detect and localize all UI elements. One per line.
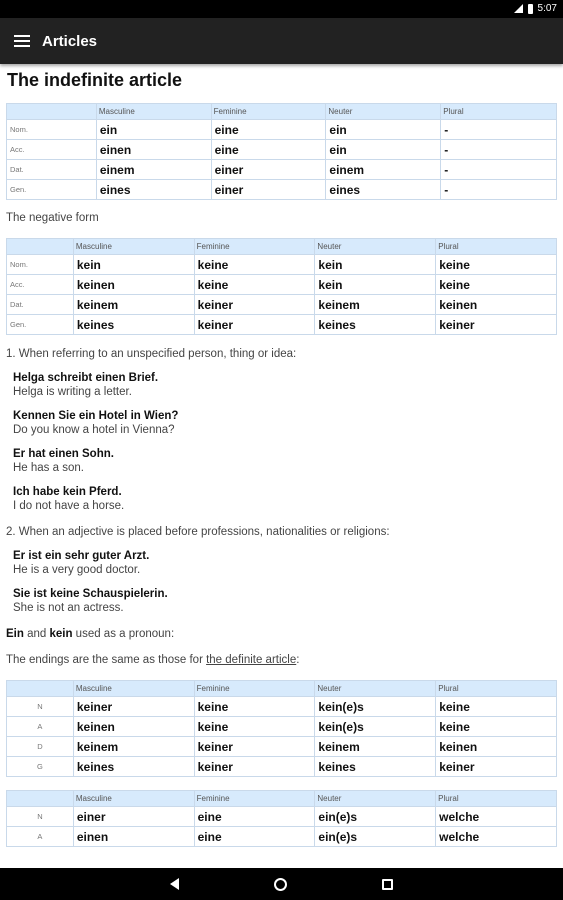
case-label: N: [7, 697, 74, 717]
nav-bar: [0, 868, 563, 900]
table-cell: eines: [96, 180, 211, 200]
examples-1: [6, 371, 557, 513]
table-cell: einer: [211, 180, 326, 200]
example-sentence: [13, 485, 557, 513]
table-cell: keinem: [73, 295, 194, 315]
table-row: [7, 180, 557, 200]
table-row: [7, 255, 557, 275]
case-label: G: [7, 757, 74, 777]
case-label: Acc.: [7, 275, 74, 295]
case-label: Acc.: [7, 140, 97, 160]
table-cell: keine: [436, 255, 557, 275]
table-cell: keiner: [73, 697, 194, 717]
english-translation: She is not an actress.: [13, 602, 124, 614]
column-header: Masculine: [73, 791, 194, 807]
column-header: Masculine: [73, 239, 194, 255]
table-cell: -: [441, 120, 557, 140]
pronoun-kein-table: [6, 680, 557, 777]
german-sentence: Kennen Sie ein Hotel in Wien?: [13, 410, 179, 422]
german-sentence: Ich habe kein Pferd.: [13, 486, 122, 498]
table-row: [7, 827, 557, 847]
english-translation: He is a very good doctor.: [13, 564, 141, 576]
table-row: [7, 275, 557, 295]
negative-form-label: The negative form: [6, 212, 99, 224]
home-icon[interactable]: [274, 878, 287, 891]
table-row: [7, 737, 557, 757]
table-cell: keines: [315, 757, 436, 777]
column-header: Feminine: [194, 239, 315, 255]
indefinite-article-table: [6, 103, 557, 200]
table-row: [7, 140, 557, 160]
column-header: Neuter: [326, 104, 441, 120]
table-header-row: [7, 791, 557, 807]
table-cell: keine: [436, 717, 557, 737]
table-cell: keinem: [73, 737, 194, 757]
column-header: Feminine: [211, 104, 326, 120]
table-row: [7, 120, 557, 140]
table-cell: eine: [194, 807, 315, 827]
case-label: Nom.: [7, 120, 97, 140]
status-time: 5:07: [537, 3, 557, 14]
english-translation: He has a son.: [13, 462, 84, 474]
case-label: Gen.: [7, 315, 74, 335]
battery-icon: [528, 4, 533, 14]
column-header: Plural: [436, 681, 557, 697]
table-cell: welche: [436, 807, 557, 827]
example-sentence: [13, 587, 557, 615]
column-header: Plural: [436, 239, 557, 255]
column-header: Neuter: [315, 791, 436, 807]
table-cell: eine: [211, 120, 326, 140]
table-cell: kein: [315, 255, 436, 275]
german-sentence: Helga schreibt einen Brief.: [13, 372, 159, 384]
english-translation: I do not have a horse.: [13, 500, 125, 512]
case-label: Dat.: [7, 160, 97, 180]
table-row: [7, 757, 557, 777]
signal-icon: [514, 4, 523, 13]
table-cell: einer: [73, 807, 194, 827]
column-header: Neuter: [315, 681, 436, 697]
table-cell: ein(e)s: [315, 827, 436, 847]
table-cell: kein: [315, 275, 436, 295]
table-cell: keiner: [194, 315, 315, 335]
case-label: Dat.: [7, 295, 74, 315]
page-title: The indefinite article: [7, 70, 183, 90]
table-cell: keinen: [73, 275, 194, 295]
german-sentence: Er hat einen Sohn.: [13, 448, 114, 460]
column-header: Feminine: [194, 791, 315, 807]
table-cell: kein(e)s: [315, 697, 436, 717]
content-scroll[interactable]: [0, 64, 563, 868]
definite-article-link[interactable]: the definite article: [206, 654, 297, 666]
table-row: [7, 697, 557, 717]
english-translation: Do you know a hotel in Vienna?: [13, 424, 175, 436]
table-cell: keine: [194, 717, 315, 737]
table-header-row: [7, 239, 557, 255]
back-icon[interactable]: [170, 878, 179, 890]
recent-apps-icon[interactable]: [382, 879, 393, 890]
app-bar: [0, 18, 563, 64]
table-cell: keiner: [436, 757, 557, 777]
column-header: Feminine: [194, 681, 315, 697]
table-cell: kein(e)s: [315, 717, 436, 737]
table-cell: keiner: [194, 737, 315, 757]
table-cell: ein: [326, 120, 441, 140]
table-cell: ein: [326, 140, 441, 160]
column-header: Masculine: [96, 104, 211, 120]
table-cell: -: [441, 140, 557, 160]
table-cell: keine: [194, 275, 315, 295]
table-cell: keinem: [315, 295, 436, 315]
table-cell: keiner: [436, 315, 557, 335]
hamburger-menu-icon[interactable]: [14, 35, 30, 47]
column-header: [7, 104, 97, 120]
case-label: Gen.: [7, 180, 97, 200]
app-title: Articles: [42, 32, 98, 50]
status-bar: [0, 0, 563, 18]
table-cell: keine: [194, 255, 315, 275]
table-cell: keines: [73, 315, 194, 335]
table-row: [7, 160, 557, 180]
table-cell: keiner: [194, 295, 315, 315]
example-sentence: [13, 549, 557, 577]
table-cell: eine: [211, 140, 326, 160]
example-sentence: [13, 371, 557, 399]
example-sentence: [13, 447, 557, 475]
column-header: [7, 239, 74, 255]
rule-1: 1. When referring to an unspecified person, thing or idea:: [6, 348, 297, 360]
pronoun-ein-table: [6, 790, 557, 847]
table-cell: eines: [326, 180, 441, 200]
table-row: [7, 717, 557, 737]
table-row: [7, 315, 557, 335]
column-header: Masculine: [73, 681, 194, 697]
case-label: A: [7, 827, 74, 847]
table-cell: einen: [73, 827, 194, 847]
column-header: Neuter: [315, 239, 436, 255]
table-cell: ein(e)s: [315, 807, 436, 827]
table-cell: kein: [73, 255, 194, 275]
table-cell: eine: [194, 827, 315, 847]
table-cell: keines: [73, 757, 194, 777]
table-cell: keinem: [315, 737, 436, 757]
case-label: A: [7, 717, 74, 737]
pronoun-heading: Ein and kein used as a pronoun:: [6, 628, 175, 640]
case-label: Nom.: [7, 255, 74, 275]
table-cell: keine: [436, 697, 557, 717]
table-cell: einer: [211, 160, 326, 180]
example-sentence: [13, 409, 557, 437]
column-header: [7, 681, 74, 697]
negative-form-table: [6, 238, 557, 335]
rule-2: 2. When an adjective is placed before professions, nationalities or religions:: [6, 526, 390, 538]
table-cell: einen: [96, 140, 211, 160]
endings-note: The endings are the same as those for the definite article:: [6, 654, 300, 666]
german-sentence: Er ist ein sehr guter Arzt.: [13, 550, 150, 562]
table-cell: welche: [436, 827, 557, 847]
table-row: [7, 807, 557, 827]
column-header: [7, 791, 74, 807]
table-cell: einem: [326, 160, 441, 180]
column-header: Plural: [441, 104, 557, 120]
examples-2: [6, 549, 557, 615]
table-cell: ein: [96, 120, 211, 140]
english-translation: Helga is writing a letter.: [13, 386, 132, 398]
table-cell: keines: [315, 315, 436, 335]
case-label: N: [7, 807, 74, 827]
case-label: D: [7, 737, 74, 757]
column-header: Plural: [436, 791, 557, 807]
table-cell: -: [441, 180, 557, 200]
table-cell: keiner: [194, 757, 315, 777]
table-cell: -: [441, 160, 557, 180]
table-cell: keinen: [73, 717, 194, 737]
table-cell: keinen: [436, 295, 557, 315]
table-header-row: [7, 681, 557, 697]
table-cell: einem: [96, 160, 211, 180]
german-sentence: Sie ist keine Schauspielerin.: [13, 588, 168, 600]
table-cell: keinen: [436, 737, 557, 757]
table-header-row: [7, 104, 557, 120]
table-cell: keine: [194, 697, 315, 717]
table-cell: keine: [436, 275, 557, 295]
table-row: [7, 295, 557, 315]
